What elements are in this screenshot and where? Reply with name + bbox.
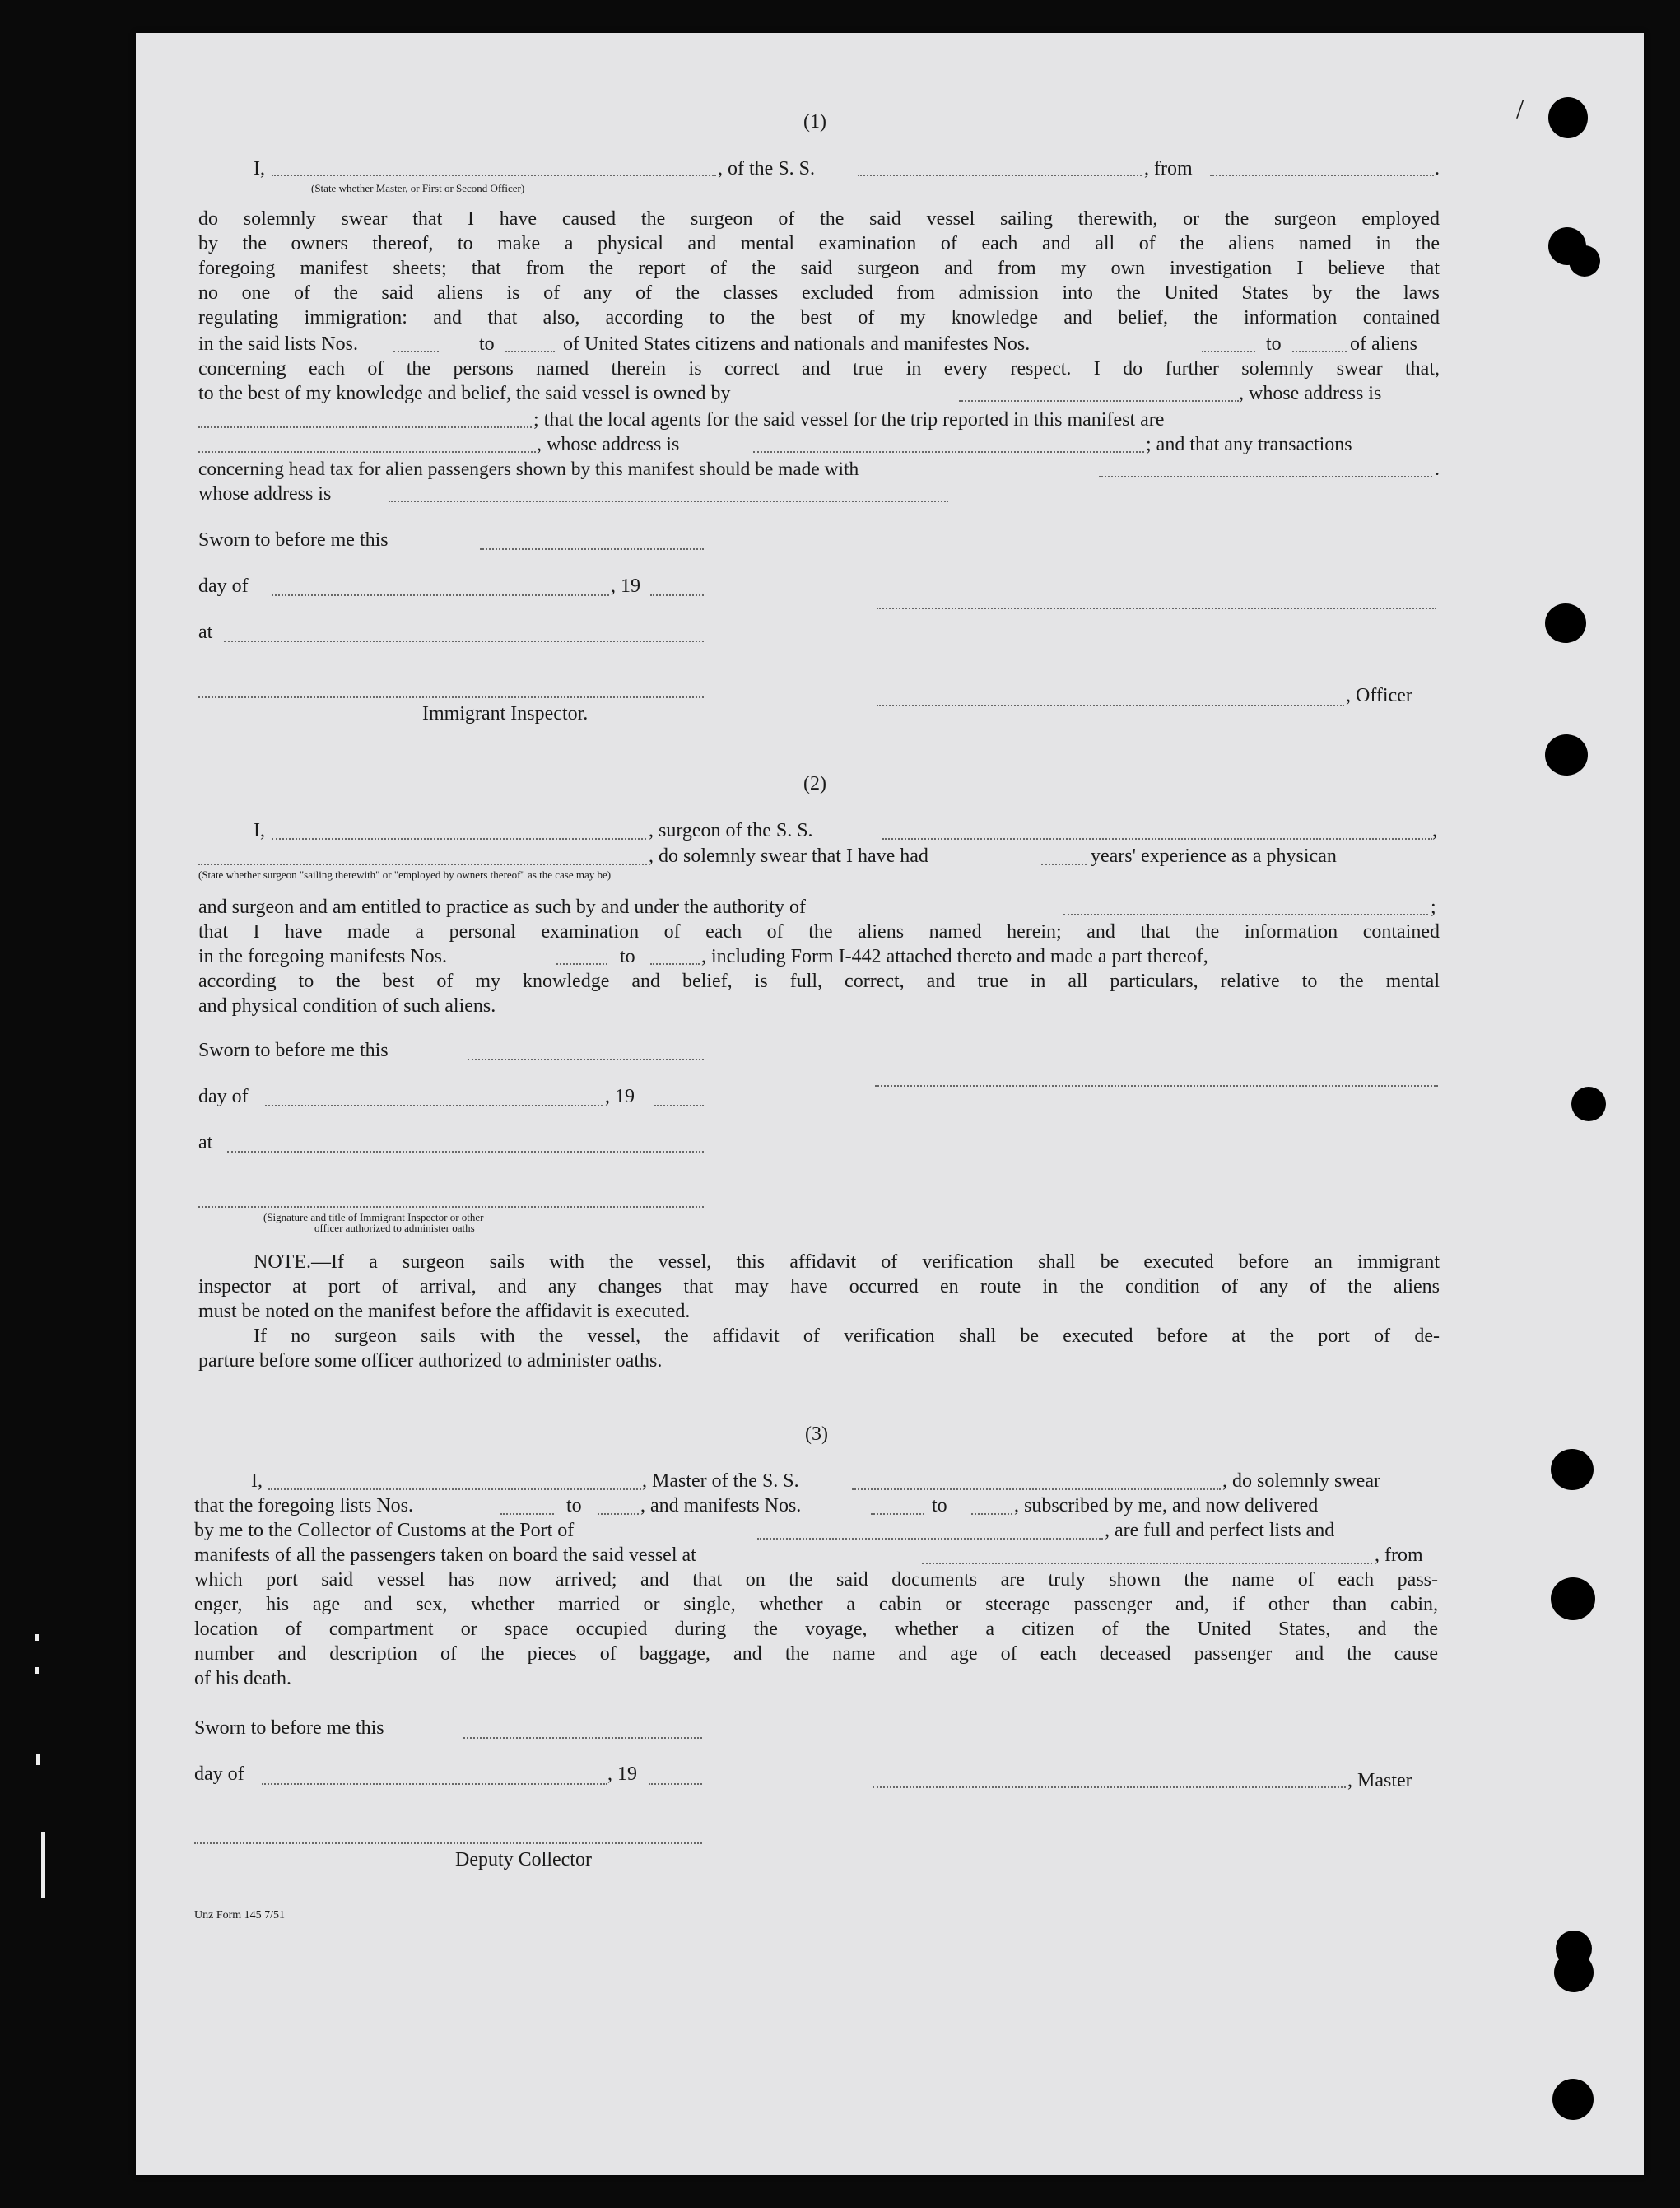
s2-year-field[interactable] [654, 1105, 704, 1106]
punch-hole [1545, 734, 1588, 776]
s1-officer-signature-line[interactable] [877, 608, 1436, 609]
s3-list-to-field[interactable] [598, 1513, 639, 1515]
s2-day-field[interactable] [265, 1105, 603, 1106]
s1-nos-e: of aliens [1350, 333, 1417, 355]
s2-authority-b: ; [1431, 897, 1436, 918]
s3-para-line: enger, his age and sex, whether married or single, whether a cabin or steerage passenger and, if other than cabin, [194, 1594, 1438, 1615]
s2-para2-line: according to the best of my knowledge and belief, is full, correct, and true in all particulars, relative to the mental [198, 971, 1440, 992]
s1-year-field[interactable] [650, 594, 704, 596]
punch-hole [1552, 2079, 1594, 2120]
s2-nos-a: in the foregoing manifests Nos. [198, 946, 447, 967]
s2-name-field[interactable] [272, 838, 646, 840]
margin-mark: / [1516, 94, 1524, 124]
s3-sworn: Sworn to before me this [194, 1717, 384, 1739]
s2-note2-last: parture before some officer authorized to administer oaths. [198, 1350, 663, 1372]
s1-owner-field[interactable] [959, 400, 1239, 402]
s1-headtax-field[interactable] [1099, 476, 1432, 477]
s1-name-field[interactable] [272, 175, 716, 176]
s3-master-signature-line[interactable] [873, 1786, 1346, 1788]
s2-surgeon-signature-line[interactable] [875, 1085, 1438, 1087]
s2-end: , [1432, 820, 1437, 841]
s3-para-line: which port said vessel has now arrived; and that on the said documents are truly shown the name of each pass- [194, 1569, 1438, 1591]
s1-agents-field[interactable] [198, 451, 536, 453]
s1-nos-d: to [1266, 333, 1282, 355]
s3-lists-a: that the foregoing lists Nos. [194, 1495, 413, 1516]
s1-at-field[interactable] [224, 641, 704, 642]
s1-agents-address-field[interactable] [753, 451, 1144, 453]
s2-manifest-from-field[interactable] [556, 963, 607, 965]
s2-i: I, [254, 820, 265, 841]
s3-port-a: by me to the Collector of Customs at the Port of [194, 1520, 575, 1541]
s1-officer-line[interactable] [877, 705, 1344, 706]
s3-collector: Deputy Collector [455, 1849, 592, 1870]
s3-name-field[interactable] [268, 1488, 641, 1490]
scan-mark [41, 1832, 45, 1898]
s1-nos-c: of United States citizens and nationals and manifestes Nos. [563, 333, 1031, 355]
s3-board-field[interactable] [922, 1563, 1372, 1564]
s3-port-b: , are full and perfect lists and [1105, 1520, 1335, 1541]
s1-day-of: day of [198, 575, 249, 597]
s3-lists-d: to [932, 1495, 947, 1516]
s1-nos-a: in the said lists Nos. [198, 333, 359, 355]
scan-mark [35, 1634, 39, 1641]
punch-hole [1548, 97, 1588, 138]
s1-para-line: foregoing manifest sheets; that from the report of the said surgeon and from my own investigation I believe that [198, 258, 1440, 279]
s3-last: of his death. [194, 1668, 291, 1689]
s1-list-to-field[interactable] [505, 351, 555, 352]
s3-sworn-field[interactable] [463, 1737, 702, 1739]
s1-headtax-a: concerning head tax for alien passengers shown by this manifest should be made with [198, 459, 859, 480]
scan-mark [35, 1667, 39, 1674]
s1-headtax-address-field[interactable] [389, 501, 948, 502]
s2-years: years' experience as a physican [1091, 845, 1337, 867]
s1-para-line: no one of the said aliens is of any of the classes excluded from admission into the United States by the laws [198, 282, 1440, 304]
s3-lists-c: , and manifests Nos. [640, 1495, 802, 1516]
s2-surgeon: , surgeon of the S. S. [649, 820, 813, 841]
s1-address-b: ; and that any transactions [1146, 434, 1352, 455]
s3-manifest-from-field[interactable] [871, 1513, 924, 1515]
s3-para-line: location of compartment or space occupied during the voyage, whether a citizen of the United States, and the [194, 1619, 1438, 1640]
s3-port-field[interactable] [757, 1538, 1103, 1540]
s1-day-field[interactable] [272, 594, 609, 596]
s2-manifest-to-field[interactable] [650, 963, 700, 965]
s2-note-last: must be noted on the manifest before the affidavit is executed. [198, 1301, 691, 1322]
s1-owner-address-field[interactable] [198, 426, 532, 428]
s1-list-from-field[interactable] [393, 351, 439, 352]
punch-hole [1551, 1449, 1594, 1490]
s2-sworn: Sworn to before me this [198, 1040, 389, 1061]
s3-board-b: , from [1375, 1544, 1423, 1566]
s2-ship-field[interactable] [882, 838, 1432, 840]
section2-heading: (2) [803, 773, 826, 794]
section1-heading: (1) [803, 111, 826, 133]
s1-sworn-field[interactable] [480, 548, 704, 550]
punch-hole [1554, 1953, 1594, 1992]
s2-note-line: NOTE.—If a surgeon sails with the vessel, this affidavit of verification shall be executed before an immigrant [254, 1251, 1440, 1273]
s3-master: , Master [1347, 1770, 1412, 1791]
s1-concerning: concerning each of the persons named therein is correct and true in every respect. I do further solemnly swear that, [198, 358, 1440, 380]
section3-heading: (3) [805, 1423, 828, 1445]
punch-hole [1571, 1087, 1606, 1121]
s2-authority-a: and surgeon and am entitled to practice as such by and under the authority of [198, 897, 806, 918]
s3-lists-e: , subscribed by me, and now delivered [1014, 1495, 1319, 1516]
s2-nos-c: , including Form I-442 attached thereto and made a part thereof, [701, 946, 1208, 967]
s1-owned-a: to the best of my knowledge and belief, the said vessel is owned by [198, 383, 731, 404]
s1-at: at [198, 622, 213, 643]
s1-from-field[interactable] [1210, 175, 1434, 176]
punch-hole [1569, 245, 1600, 277]
s1-manifest-to-field[interactable] [1292, 351, 1347, 352]
s1-para-line: do solemnly swear that I have caused the surgeon of the said vessel sailing therewith, or the surgeon employed [198, 208, 1440, 230]
s1-ship-field[interactable] [858, 175, 1142, 176]
s3-year-field[interactable] [649, 1783, 702, 1785]
s3-year: , 19 [607, 1763, 637, 1785]
s1-owned-b: , whose address is [1239, 383, 1382, 404]
s1-inspector-signature-line[interactable] [198, 696, 704, 698]
s1-manifest-from-field[interactable] [1202, 351, 1255, 352]
punch-hole [1545, 603, 1586, 643]
s3-swear: , do solemnly swear [1222, 1470, 1380, 1492]
s1-from: , from [1144, 158, 1193, 179]
s1-para-line: regulating immigration: and that also, according to the best of my knowledge and belief, the information contained [198, 307, 1440, 328]
s1-inspector: Immigrant Inspector. [422, 703, 589, 724]
s3-ship-field[interactable] [852, 1488, 1221, 1490]
s2-para-line: that I have made a personal examination of each of the aliens named herein; and that the information contained [198, 921, 1440, 943]
scan-mark [36, 1754, 40, 1765]
s1-end: . [1435, 158, 1440, 179]
s2-at-field[interactable] [227, 1151, 704, 1153]
s1-sworn: Sworn to before me this [198, 529, 389, 551]
s2-note2: If no surgeon sails with the vessel, the affidavit of verification shall be executed before at the port of de- [254, 1325, 1440, 1347]
s3-day-field[interactable] [262, 1783, 607, 1785]
s2-inspector-signature-line[interactable] [198, 1206, 704, 1208]
s3-day-of: day of [194, 1763, 244, 1785]
s1-officer-hint: (State whether Master, or First or Second Officer) [311, 182, 525, 194]
s2-day-of: day of [198, 1086, 249, 1107]
s2-note-line: inspector at port of arrival, and any changes that may have occurred en route in the condition of any of the aliens [198, 1276, 1440, 1297]
s3-i: I, [251, 1470, 263, 1492]
s2-surgeon-hint: (State whether surgeon "sailing therewith" or "employed by owners thereof" as the case may be) [198, 869, 612, 881]
s2-last: and physical condition of such aliens. [198, 995, 496, 1017]
s1-nos-b: to [479, 333, 495, 355]
form-number: Unz Form 145 7/51 [194, 1909, 286, 1922]
s2-sig-hint: officer authorized to administer oaths [314, 1222, 475, 1234]
s1-of-ship: , of the S. S. [718, 158, 816, 179]
s3-board-a: manifests of all the passengers taken on board the said vessel at [194, 1544, 696, 1566]
s1-year: , 19 [611, 575, 640, 597]
punch-hole [1551, 1577, 1595, 1620]
s1-i: I, [254, 158, 265, 179]
s2-sig-hint: (Signature and title of Immigrant Inspector or other [263, 1211, 484, 1223]
s1-officer: , Officer [1346, 685, 1412, 706]
s3-list-from-field[interactable] [500, 1513, 554, 1515]
s3-collector-signature-line[interactable] [194, 1842, 702, 1844]
s1-address-a: , whose address is [537, 434, 680, 455]
s2-swear: , do solemnly swear that I have had [649, 845, 928, 867]
s2-surgeon-type-field[interactable] [198, 864, 647, 865]
s2-years-field[interactable] [1041, 864, 1087, 865]
s3-para-line: number and description of the pieces of baggage, and the name and age of each deceased passenger and the cause [194, 1643, 1438, 1665]
s3-master: , Master of the S. S. [642, 1470, 799, 1492]
s1-para-line: by the owners thereof, to make a physical and mental examination of each and all of the aliens named in the [198, 233, 1440, 254]
s1-headtax-b: . [1435, 459, 1440, 480]
s3-lists-b: to [566, 1495, 582, 1516]
s3-manifest-to-field[interactable] [971, 1513, 1012, 1515]
s2-year: , 19 [605, 1086, 635, 1107]
s1-whose-address: whose address is [198, 483, 332, 505]
s2-at: at [198, 1132, 213, 1153]
s2-sworn-field[interactable] [468, 1059, 704, 1060]
s2-nos-b: to [620, 946, 635, 967]
s1-agents: ; that the local agents for the said vessel for the trip reported in this manifest are [533, 409, 1165, 431]
s2-authority-field[interactable] [1063, 914, 1428, 915]
